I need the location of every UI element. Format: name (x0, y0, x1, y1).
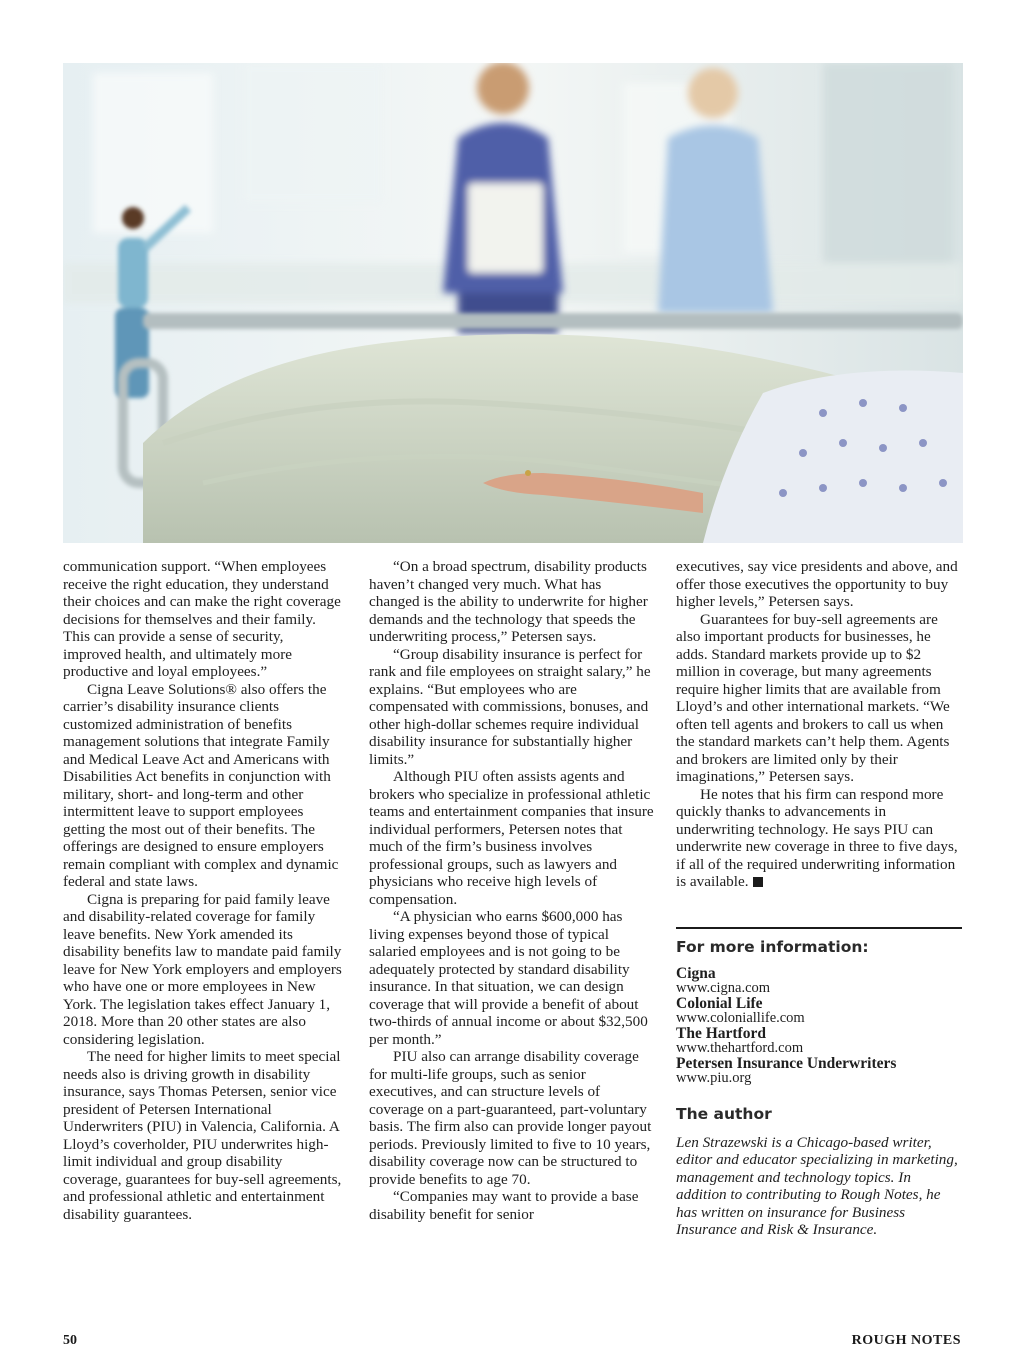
paragraph: executives, say vice presidents and above, and offer those executives the opportunity to buy higher levels,” Petersen says. (676, 558, 958, 610)
resource-name: Petersen Insurance Underwriters (676, 1055, 897, 1072)
paragraph: “Companies may want to provide a base disability benefit for senior (369, 1188, 639, 1223)
paragraph: The need for higher limits to meet special needs also is driving growth in disability insurance, says Thomas Petersen, senior vice president of Petersen International Underwriters (PIU) in Valencia, California. A Lloyd’s coverholder, PIU underwrites high-limit individual and group disability coverage, guarantees for buy-sell agreements, and professional athletic and entertainment disability guarantees. (63, 1048, 342, 1223)
paragraph: Cigna Leave Solutions® also offers the carrier’s disability insurance clients customized administration of benefits management solutions that integrate Family and Medical Leave Act and Americans with Disabilities Act benefits in conjunction with military, short- and long-term and other intermittent leave to support employees getting the most out of their benefits. The offerings are designed to ensure employers remain compliant with complex and dynamic federal and state laws. (63, 680, 339, 890)
paragraph-final (676, 786, 962, 891)
photo-illustration (63, 63, 963, 543)
paragraph: Although PIU often assists agents and brokers who specialize in professional athletic teams and entertainment companies that insure individual performers, Petersen notes that much of the firm’s business involves professional groups, such as lawyers and physicians who receive high levels of compensation. (369, 768, 654, 908)
paragraph: “Group disability insurance is perfect for rank and file employees on straight salary,” he explains. “But employees who are compensated with commissions, bonuses, and other high-dollar schemes require individual disability insurance for substantially higher limits.” (369, 645, 651, 768)
page-number: 50 (63, 1333, 77, 1348)
paragraph: “On a broad spectrum, disability products haven’t changed very much. What has changed is the ability to underwrite for higher demands and the technology that speeds the underwriting process,” Petersen says. (369, 558, 648, 645)
resource-url[interactable]: www.piu.org (676, 1070, 752, 1086)
paragraph: Guarantees for buy-sell agreements are also important products for businesses, he adds. Standard markets provide up to $2 million in coverage, but many agreements require higher limits that are available from Lloyd’s and other international markets. “We often tell agents and brokers to call us when the standard markets can’t help them. Agents and brokers are limited only by their imaginations,” Petersen says. (676, 610, 950, 785)
resource-item (676, 1026, 962, 1056)
paragraph: “A physician who earns $600,000 has living expenses beyond those of typical salaried employees and is not going to be adequately protected by standard disability insurance. In that situation, we can design coverage that will provide a benefit of about two-thirds of annual income or about $32,500 per month.” (369, 908, 648, 1048)
resource-name: Cigna (676, 965, 716, 982)
article-column-2 (369, 558, 655, 1223)
resource-name: The Hartford (676, 1025, 766, 1042)
sidebar-divider (676, 927, 962, 929)
resource-url[interactable]: www.cigna.com (676, 980, 771, 996)
more-info-heading: For more information: (676, 937, 869, 956)
paragraph: communication support. “When employees receive the right education, they understand their choices and can make the right coverage decisions for themselves and their family. This can provide a sense of security, improved health, and ultimately more productive and loyal employees.” (63, 558, 341, 680)
resource-item (676, 1056, 962, 1086)
publication-name: ROUGH NOTES (851, 1333, 961, 1348)
resource-url[interactable]: www.thehartford.com (676, 1040, 804, 1056)
resource-url[interactable]: www.coloniallife.com (676, 1010, 805, 1026)
author-bio: Len Strazewski is a Chicago-based writer, editor and educator specializing in marketing, management and technology topics. In addition to contributing to Rough Notes, he has written on insurance for Business Insurance and Risk & Insurance. (676, 1133, 958, 1238)
hospital-patient-photo (63, 63, 963, 543)
paragraph-text: He notes that his firm can respond more quickly thanks to advancements in underwriting technology. He says PIU can underwrite new coverage in three to five days, if all of the required underwriting information is available. (676, 785, 958, 890)
author-heading: The author (676, 1105, 772, 1123)
resource-name: Colonial Life (676, 995, 763, 1012)
resource-list (676, 966, 962, 1086)
paragraph: PIU also can arrange disability coverage for multi-life groups, such as senior executives, and can structure levels of coverage on a part-guaranteed, part-voluntary basis. The firm also can provide longer payout periods. Previously limited to five to 10 years, disability coverage now can be structured to provide benefits to age 70. (369, 1048, 652, 1188)
resource-item (676, 966, 962, 996)
resource-item (676, 996, 962, 1026)
end-of-article-mark (753, 877, 763, 887)
article-column-1 (63, 558, 343, 1223)
article-column-3 (676, 558, 962, 1239)
paragraph: Cigna is preparing for paid family leave and disability-related coverage for family leave benefits. New York amended its disability benefits law to mandate paid family leave for New York employers and employers who have one or more employees in New York. The legislation takes effect January 1, 2018. More than 20 other states are also considering legislation. (63, 890, 342, 1048)
